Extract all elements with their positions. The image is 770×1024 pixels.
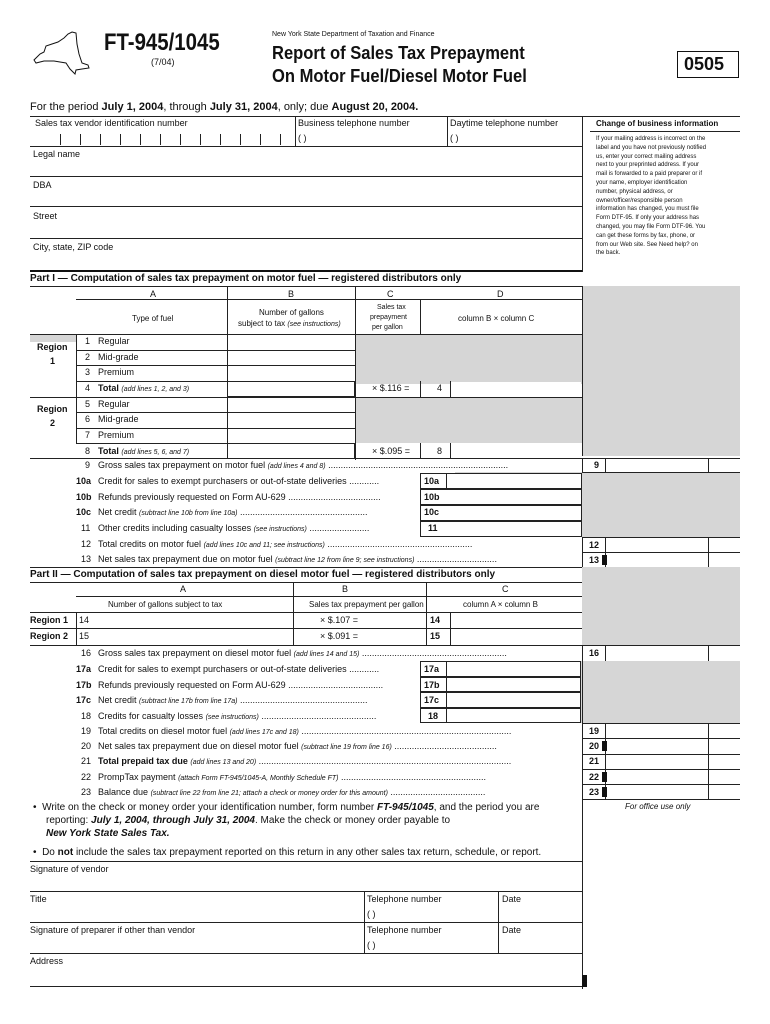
line-19-number: 19 <box>81 726 92 736</box>
line-18-amount-input[interactable] <box>447 709 580 722</box>
line-18-box-number: 18 <box>428 711 439 721</box>
line-4-gallons-input[interactable] <box>227 381 355 397</box>
line-17c-number: 17c <box>76 695 92 705</box>
line-8-box-number: 8 <box>437 446 443 456</box>
line-8-label: Total (add lines 5, 6, and 7) <box>98 446 190 456</box>
vendor-id-input[interactable] <box>40 132 285 145</box>
line-6-label: Mid-grade <box>98 414 139 424</box>
line-22-box-number: 22 <box>589 772 600 782</box>
line-19-box-number: 19 <box>589 726 600 736</box>
line-11-amount-input[interactable] <box>447 522 581 536</box>
line-2-gallons-input[interactable] <box>228 351 354 364</box>
title-field[interactable] <box>30 906 362 920</box>
p2-region2-label: Region 2 <box>30 631 69 641</box>
line-17b-box-number: 17b <box>424 680 440 690</box>
line-16-number: 16 <box>81 648 92 658</box>
preparer-phone-input[interactable]: ( ) <box>367 940 376 950</box>
line-17a-box-number: 17a <box>424 664 440 674</box>
line-10c-label: Net credit (subtract line 10b from line 10a) ................................................... <box>98 507 368 517</box>
line-23-number: 23 <box>81 787 92 797</box>
legal-name-field[interactable] <box>30 160 580 175</box>
line-2-number: 2 <box>85 352 91 362</box>
p1-head-type: Type of fuel <box>132 314 174 323</box>
line-5-label: Regular <box>98 399 130 409</box>
line-7-gallons-input[interactable] <box>228 429 354 442</box>
city-state-zip-field[interactable] <box>30 253 580 269</box>
line-21-amount-input[interactable] <box>606 755 707 768</box>
line-10a-amount-input[interactable] <box>447 474 581 488</box>
line-23-box-number: 23 <box>589 787 600 797</box>
line-23-label: Balance due (subtract line 22 from line 21; attach a check or money order for this amount) ...................................... <box>98 787 486 797</box>
vendor-signature-label: Signature of vendor <box>30 864 109 874</box>
preparer-signature-field[interactable] <box>30 937 362 951</box>
line-23-amount-input[interactable] <box>608 785 707 798</box>
p1-col-d-letter: D <box>497 289 504 299</box>
line-10b-amount-input[interactable] <box>447 490 581 504</box>
line-9-number: 9 <box>85 460 91 470</box>
p2-col-a-letter: A <box>180 584 187 594</box>
line-4-amount-input[interactable] <box>451 382 581 396</box>
form-title-line1: Report of Sales Tax Prepayment <box>272 43 525 63</box>
line-1-label: Regular <box>98 336 130 346</box>
line-14-rate: × $.107 = <box>320 615 359 625</box>
p2-head-rate: Sales tax prepayment per gallon <box>309 600 424 609</box>
vendor-date-field[interactable] <box>500 906 580 920</box>
line-14-box-number: 14 <box>430 615 441 625</box>
line-10a-label: Credit for sales to exempt purchasers or out-of-state deliveries ............ <box>98 476 380 486</box>
line-10b-number: 10b <box>76 492 92 502</box>
p1-col-c-letter: C <box>387 289 394 299</box>
preparer-date-field[interactable] <box>500 937 580 951</box>
daytime-phone-label: Daytime telephone number <box>450 118 559 128</box>
p2-region1-label: Region 1 <box>30 615 69 625</box>
preparer-date-label: Date <box>502 925 522 935</box>
line-22-number: 22 <box>81 772 92 782</box>
p1-head-rate-1: Sales tax <box>377 304 406 311</box>
line-2-label: Mid-grade <box>98 352 139 362</box>
line-17b-label: Refunds previously requested on Form AU-629 ...................................... <box>98 680 384 690</box>
line-10c-number: 10c <box>76 507 92 517</box>
p1-col-b-letter: B <box>288 289 295 299</box>
daytime-phone-input[interactable]: ( ) <box>450 133 459 143</box>
line-1-gallons-input[interactable] <box>228 335 354 349</box>
line-3-gallons-input[interactable] <box>228 366 354 380</box>
bullet-1-line2: reporting: July 1, 2004, through July 31, 2004. Make the check or money order payable to <box>46 815 451 826</box>
p2-col-c-letter: C <box>502 584 509 594</box>
line-13-label: Net sales tax prepayment due on motor fuel (subtract line 12 from line 9; see instructions) ................................ <box>98 554 497 564</box>
address-field[interactable] <box>30 968 580 984</box>
legal-name-label: Legal name <box>33 149 81 159</box>
form-title-line2: On Motor Fuel/Diesel Motor Fuel <box>272 66 527 86</box>
line-11-label: Other credits including casualty losses (see instructions) ........................ <box>98 523 370 533</box>
line-12-box-number: 12 <box>589 540 600 550</box>
line-12-amount-input[interactable] <box>606 538 707 551</box>
vendor-date-label: Date <box>502 894 522 904</box>
form-revision: (7/04) <box>151 57 175 67</box>
line-3-label: Premium <box>98 367 135 377</box>
business-phone-label: Business telephone number <box>298 118 410 128</box>
line-10a-box-number: 10a <box>424 476 440 486</box>
period-line: For the period July 1, 2004, through July 31, 2004, only; due August 20, 2004. <box>30 101 419 113</box>
line-4-label: Total (add lines 1, 2, and 3) <box>98 383 190 393</box>
line-21-box-number: 21 <box>589 756 600 766</box>
p2-head-gallons: Number of gallons subject to tax <box>108 600 223 609</box>
line-14-number: 14 <box>79 615 90 625</box>
p1-col-a-letter: A <box>150 289 157 299</box>
p1-region2-label: Region <box>37 404 68 414</box>
p1-region1-number: 1 <box>50 356 56 366</box>
line-10b-label: Refunds previously requested on Form AU-629 ..................................... <box>98 492 381 502</box>
line-22-label: PrompTax payment (attach Form FT-945/1045-A, Monthly Schedule FT) .......................................................... <box>98 772 487 782</box>
address-label: Address <box>30 956 64 966</box>
line-13-amount-input[interactable] <box>608 553 707 566</box>
line-14-gallons-input[interactable] <box>95 613 292 627</box>
line-17a-amount-input[interactable] <box>447 662 580 676</box>
line-7-label: Premium <box>98 430 135 440</box>
line-17c-amount-input[interactable] <box>447 693 580 707</box>
form-code: 0505 <box>684 54 725 74</box>
preparer-phone-label: Telephone number <box>367 925 442 935</box>
change-info-title: Change of business information <box>596 119 719 128</box>
line-17a-label: Credit for sales to exempt purchasers or out-of-state deliveries ............ <box>98 664 380 674</box>
vendor-signature-field[interactable] <box>30 876 580 890</box>
street-field[interactable] <box>30 222 580 237</box>
line-5-gallons-input[interactable] <box>228 398 354 411</box>
line-17c-box-number: 17c <box>424 695 440 705</box>
line-19-label: Total credits on diesel motor fuel (add lines 17c and 18) .................................................................................... <box>98 726 512 736</box>
street-label: Street <box>33 211 58 221</box>
new-york-state-map-icon <box>30 30 92 76</box>
line-7-number: 7 <box>85 430 91 440</box>
line-17c-label: Net credit (subtract line 17b from line 17a) ................................................... <box>98 695 368 705</box>
line-12-label: Total credits on motor fuel (add lines 10c and 11; see instructions) .......................................................... <box>98 539 473 549</box>
line-18-label: Credits for casualty losses (see instructions) .............................................. <box>98 711 377 721</box>
line-8-number: 8 <box>85 446 91 456</box>
office-use-label: For office use only <box>625 802 691 811</box>
p1-region2-number: 2 <box>50 418 56 428</box>
p1-head-gallons-1: Number of gallons <box>259 308 324 317</box>
line-6-number: 6 <box>85 414 91 424</box>
line-15-gallons-input[interactable] <box>95 629 292 644</box>
line-12-number: 12 <box>81 539 92 549</box>
line-4-box-number: 4 <box>437 383 443 393</box>
p1-head-rate-3: per gallon <box>372 324 403 331</box>
vendor-id-label: Sales tax vendor identification number <box>35 118 188 128</box>
line-8-amount-input[interactable] <box>451 444 581 457</box>
p2-col-b-letter: B <box>342 584 349 594</box>
line-5-number: 5 <box>85 399 91 409</box>
line-20-label: Net sales tax prepayment due on diesel motor fuel (subtract line 19 from line 16) ......................................... <box>98 741 497 751</box>
preparer-signature-label: Signature of preparer if other than vendor <box>30 925 196 935</box>
line-17a-number: 17a <box>76 664 92 674</box>
vendor-phone-input[interactable]: ( ) <box>367 909 376 919</box>
p1-head-rate-2: prepayment <box>370 314 407 321</box>
city-state-zip-label: City, state, ZIP code <box>33 242 114 252</box>
line-10a-number: 10a <box>76 476 92 486</box>
line-19-amount-input[interactable] <box>606 724 707 737</box>
line-3-number: 3 <box>85 367 91 377</box>
p2-head-product: column A × column B <box>463 600 538 609</box>
line-14-amount-input[interactable] <box>451 613 581 627</box>
line-18-number: 18 <box>81 711 92 721</box>
line-4-number: 4 <box>85 383 91 393</box>
line-21-number: 21 <box>81 756 92 766</box>
line-17b-amount-input[interactable] <box>447 678 580 691</box>
part1-title: Part I — Computation of sales tax prepayment on motor fuel — registered distributors only <box>30 273 462 284</box>
dba-field[interactable] <box>30 191 580 205</box>
line-10b-box-number: 10b <box>424 492 440 502</box>
line-13-number: 13 <box>81 554 92 564</box>
line-17b-number: 17b <box>76 680 92 690</box>
line-15-box-number: 15 <box>430 631 441 641</box>
line-22-amount-input[interactable] <box>608 770 707 783</box>
department-name: New York State Department of Taxation and Finance <box>272 31 435 38</box>
line-20-amount-input[interactable] <box>608 739 707 753</box>
line-4-rate: × $.116 = <box>372 383 410 393</box>
line-15-amount-input[interactable] <box>451 629 581 644</box>
line-10c-amount-input[interactable] <box>447 506 581 520</box>
line-9-label: Gross sales tax prepayment on motor fuel (add lines 4 and 8) ........................................................................ <box>98 460 509 470</box>
line-16-label: Gross sales tax prepayment on diesel motor fuel (add lines 14 and 15) .......................................................... <box>98 648 507 658</box>
bullet-2: • Do not include the sales tax prepayment reported on this return in any other sales tax return, schedule, or report. <box>33 847 542 858</box>
line-20-number: 20 <box>81 741 92 751</box>
form-number: FT-945/1045 <box>104 29 220 56</box>
change-info-text: If your mailing address is incorrect on the label and you have not previously notified us, enter your correct mailing address next to your preprinted address. If your mail is forwarded to a paid preparer or if your name, employer identification number, physical address, or owner/officer/responsible person information has changed, you must file Form DTF-95. If only your address has changed, you may file Form DTF-96. You can get these forms by fax, phone, or from our Web site. See Need help? on the back. <box>596 136 707 257</box>
line-16-box-number: 16 <box>589 648 600 658</box>
bullet-1-line1: • Write on the check or money order your identification number, form number FT-945/1045, and the period you are <box>33 802 540 813</box>
p1-region1-label: Region <box>37 342 68 352</box>
line-9-amount-input[interactable] <box>606 459 707 471</box>
line-13-box-number: 13 <box>589 555 600 565</box>
line-15-number: 15 <box>79 631 90 641</box>
line-15-rate: × $.091 = <box>320 631 359 641</box>
p1-head-gallons-2: subject to tax (see instructions) <box>238 319 341 328</box>
part2-title: Part II — Computation of sales tax prepayment on diesel motor fuel — registered distributors only <box>30 569 496 580</box>
business-phone-input[interactable]: ( ) <box>298 133 307 143</box>
line-8-gallons-input[interactable] <box>227 443 355 459</box>
line-8-rate: × $.095 = <box>372 446 411 456</box>
line-6-gallons-input[interactable] <box>228 413 354 427</box>
title-label: Title <box>30 894 47 904</box>
dba-label: DBA <box>33 180 52 190</box>
line-10c-box-number: 10c <box>424 507 440 517</box>
line-1-number: 1 <box>85 336 91 346</box>
line-16-amount-input[interactable] <box>606 646 707 660</box>
bullet-1-line3: New York State Sales Tax. <box>46 828 170 839</box>
vendor-phone-label: Telephone number <box>367 894 442 904</box>
line-11-box-number: 11 <box>428 523 438 533</box>
line-21-label: Total prepaid tax due (add lines 13 and 20) ..................................................................................................... <box>98 756 512 766</box>
p1-head-product: column B × column C <box>458 314 535 323</box>
line-20-box-number: 20 <box>589 741 600 751</box>
line-9-box-number: 9 <box>594 460 600 470</box>
line-11-number: 11 <box>81 523 91 533</box>
